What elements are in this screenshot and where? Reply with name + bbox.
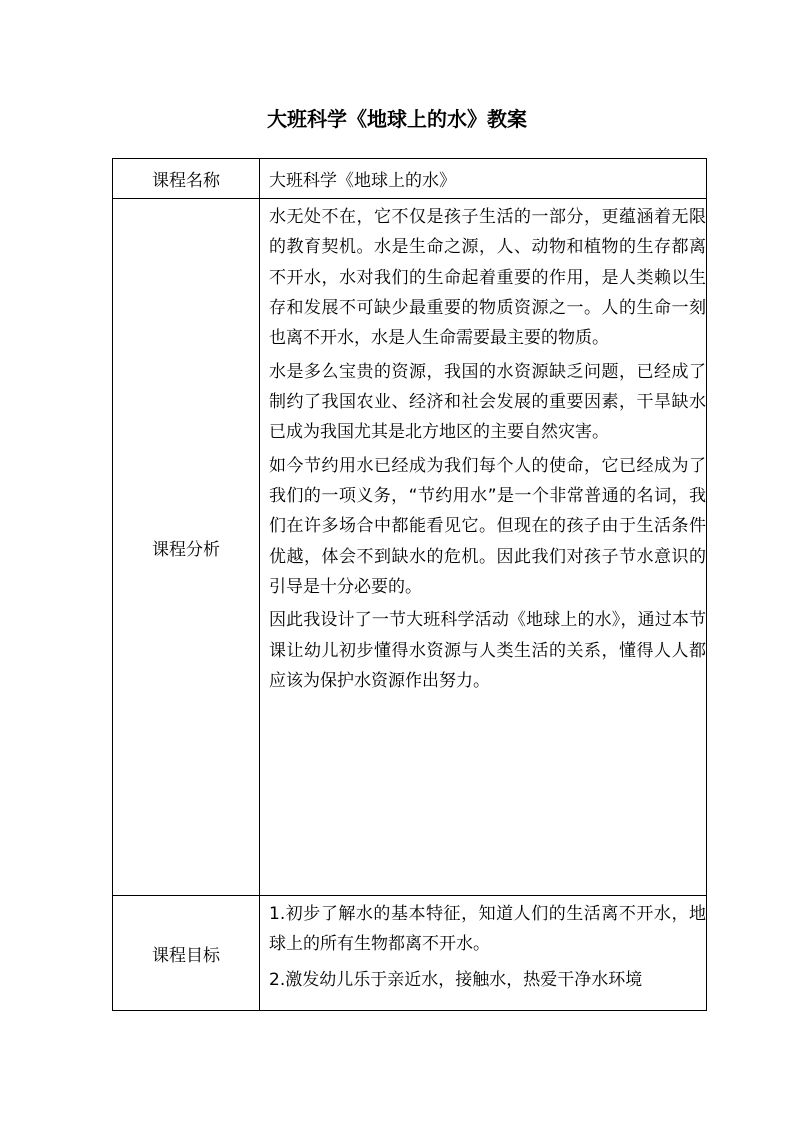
analysis-paragraph: 水无处不在，它不仅是孩子生活的一部分，更蕴涵着无限的教育契机。水是生命之源，人、动物和植物的生存都离不开水，水对我们的生命起着重要的作用，是人类赖以生存和发展不可缺少最重要的物质资源之一。人的生命一刻也离不开水，水是人生命需要最主要的物质。 xyxy=(269,207,706,349)
page-title: 大班科学《地球上的水》教案 xyxy=(267,107,527,131)
course-goals-label: 课程目标 xyxy=(113,896,260,1011)
analysis-paragraph: 因此我设计了一节大班科学活动《地球上的水》，通过本节课让幼儿初步懂得水资源与人类生活的关系，懂得人人都应该为保护水资源作出努力。 xyxy=(269,610,706,692)
analysis-paragraph: 水是多么宝贵的资源，我国的水资源缺乏问题，已经成了制约了我国农业、经济和社会发展的重要因素，干旱缺水已成为我国尤其是北方地区的主要自然灾害。 xyxy=(269,361,706,443)
analysis-paragraph: 如今节约用水已经成为我们每个人的使命，它已经成为了我们的一项义务，“节约用水”是一个非常普通的名词，我们在许多场合中都能看见它。但现在的孩子由于生活条件优越，体会不到缺水的危机。因此我们对孩子节水意识的引导是十分必要的。 xyxy=(269,455,706,597)
course-name-value: 大班科学《地球上的水》 xyxy=(260,159,707,199)
goal-item: 2.激发幼儿乐于亲近水，接触水，热爱干净水环境 xyxy=(269,969,643,990)
lesson-plan-table xyxy=(112,158,707,1011)
table-row-course-name xyxy=(113,159,707,199)
course-analysis-label: 课程分析 xyxy=(113,199,260,896)
goal-item: 1.初步了解水的基本特征，知道人们的生活离不开水，地球上的所有生物都离不开水。 xyxy=(269,904,706,955)
course-goals-content xyxy=(260,896,707,1011)
table-row-course-analysis xyxy=(113,199,707,896)
course-analysis-content xyxy=(260,199,707,896)
table-row-course-goals xyxy=(113,896,707,1011)
course-name-label: 课程名称 xyxy=(113,159,260,199)
